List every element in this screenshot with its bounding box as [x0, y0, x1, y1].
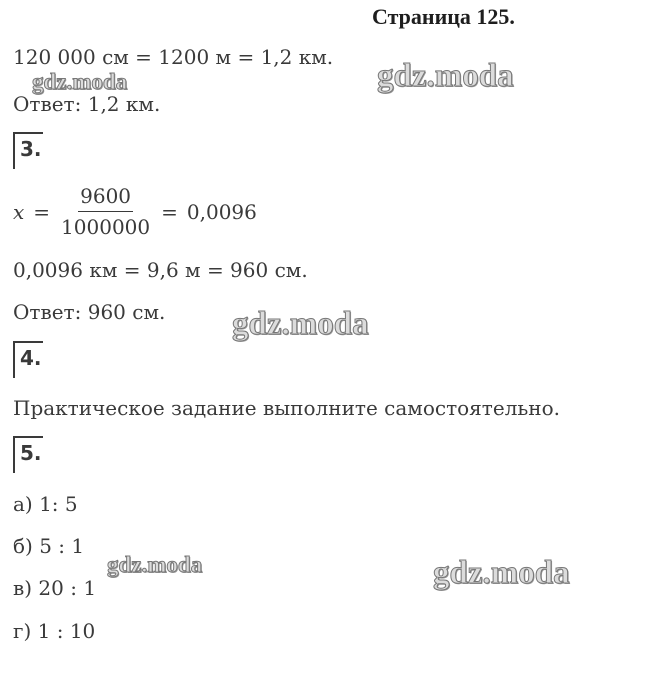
watermark: gdz.moda [107, 552, 203, 577]
task-number-5: 5. [13, 436, 43, 473]
task-4-text: Практическое задание выполните самостоятельно. [13, 396, 561, 420]
task-number-3: 3. [13, 132, 43, 169]
fraction-equation [13, 184, 257, 239]
answer-line: Ответ: 1,2 км. [13, 92, 161, 116]
equals-sign: = [161, 199, 178, 224]
ratio-item: г) 1 : 10 [13, 619, 96, 643]
ratio-item: в) 20 : 1 [13, 576, 97, 600]
watermark: gdz.moda [232, 306, 369, 342]
watermark: gdz.moda [433, 555, 570, 591]
fraction [61, 184, 150, 239]
task-number-4: 4. [13, 341, 43, 378]
equals-sign: = [33, 199, 51, 224]
fraction-denominator: 1000000 [61, 215, 151, 239]
conversion-line: 120 000 см = 1200 м = 1,2 км. [13, 45, 334, 69]
page-title: Страница 125. [372, 4, 515, 29]
ratio-item: б) 5 : 1 [13, 534, 85, 558]
fraction-numerator: 9600 [78, 184, 133, 212]
equation-variable: x [13, 199, 25, 224]
equation-result: 0,0096 [186, 199, 257, 224]
conversion-line: 0,0096 км = 9,6 м = 960 см. [13, 258, 308, 282]
ratio-item: а) 1: 5 [13, 492, 78, 516]
watermark: gdz.moda [377, 58, 514, 94]
answer-line: Ответ: 960 см. [13, 300, 166, 324]
watermark: gdz.moda [32, 69, 128, 94]
